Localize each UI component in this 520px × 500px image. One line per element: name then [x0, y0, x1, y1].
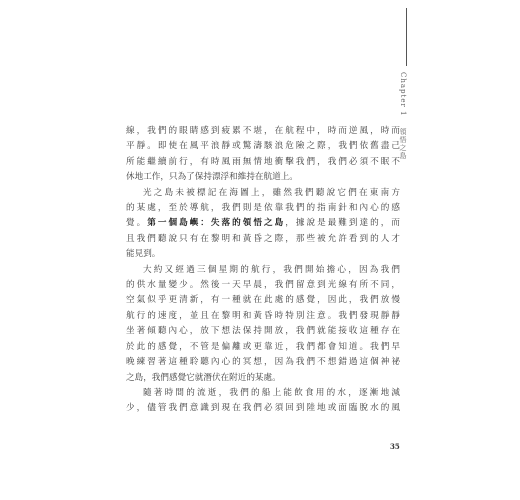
text-segment: ，據說是最難到達的，而	[285, 218, 400, 229]
text-segment: 覺。	[126, 218, 148, 229]
paragraph-2	[126, 186, 400, 263]
text-line: 的某處，至於導航，我們則是依靠我們的指南針和內心的感	[126, 203, 400, 214]
text-line: 之島，我們感覺它就潛伏在附近的某處。	[126, 372, 281, 383]
text-line: 且我們聽說只有在黎明和黃昏之際，那些被允許看到的人才	[126, 233, 400, 244]
text-line: 晚練習著這種聆聽內心的冥想，因為我們不想錯過這個神祕	[126, 357, 400, 368]
text-line: 休地工作，只為了保持漂浮和維持在航道上。	[126, 172, 298, 183]
chapter-title: 領悟之島	[399, 127, 407, 160]
island-name-bold: 第一個島嶼：失落的領悟之島	[147, 218, 286, 229]
header-rule	[406, 8, 407, 66]
page-number: 35	[390, 442, 400, 451]
text-line: 少，儘管我們意識到現在我們必須回到陸地或面臨脫水的風	[126, 403, 400, 414]
text-line: 所能繼續前行，有時風雨無情地衝擊我們，我們必須不眠不	[126, 156, 400, 167]
paragraph-1	[126, 124, 400, 186]
text-line: 能見到。	[126, 249, 161, 260]
body-text	[126, 124, 400, 417]
text-line: 隨著時間的流逝，我們的船上能飲食用的水，逐漸地減	[143, 387, 400, 398]
paragraph-4	[126, 386, 400, 417]
text-line: 空氣似乎更清新，有一種就在此處的感覺，因此，我們放慢	[126, 295, 400, 306]
paragraph-3	[126, 263, 400, 386]
text-line: 大約又經過三個星期的航行，我們開始擔心，因為我們	[143, 264, 400, 275]
text-line: 線，我們的眼睛感到疲累不堪，在航程中，時而逆風，時而	[126, 126, 400, 136]
text-line: 航行的速度，並且在黎明和黃昏時特別注意。我們發現靜靜	[126, 310, 400, 321]
text-line: 平靜。即使在風平浪靜或驚濤駭浪危險之際，我們依舊盡己	[126, 141, 400, 152]
text-line-with-bold	[126, 216, 400, 231]
text-line: 坐著傾聽內心，放下想法保持開放，我們就能接收這種存在	[126, 326, 400, 337]
text-line: 光之島未被標記在海圖上，雖然我們聽說它們在東南方	[143, 187, 400, 198]
chapter-label: Chapter 1	[399, 72, 407, 117]
text-line: 於此的感覺，不管是偏離或更靠近，我們都會知道。我們早	[126, 341, 400, 352]
text-line: 的供水量變少。然後一天早晨，我們留意到光線有所不同，	[126, 280, 400, 291]
